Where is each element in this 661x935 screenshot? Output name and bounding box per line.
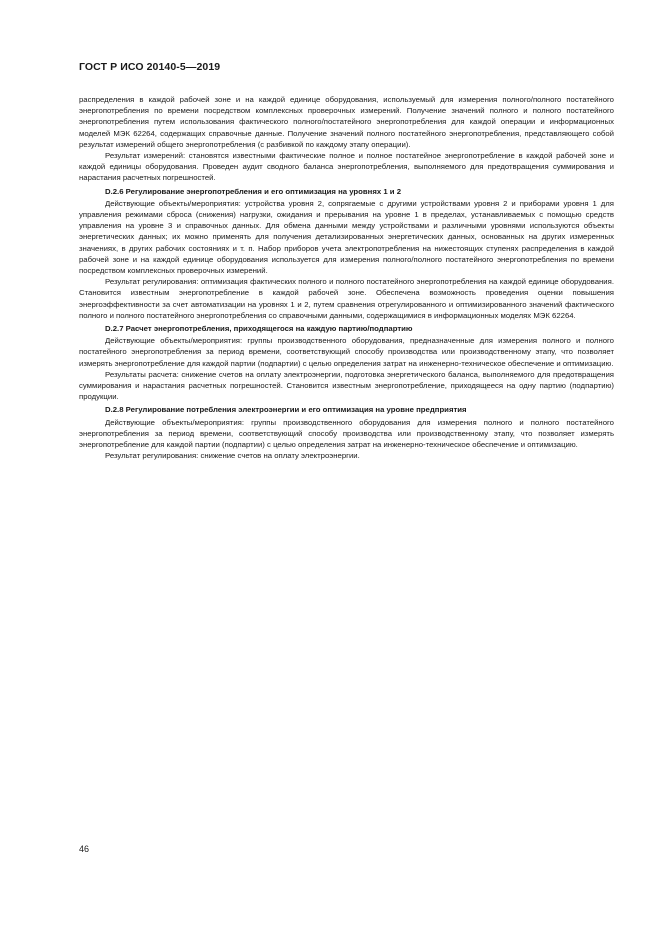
paragraph-1: распределения в каждой рабочей зоне и на каждой единице оборудования, используемый для измерения полного/полного постатейного энергопотребления по времени посредством комплексных проверочных измерений. Получение значений полного и полного постатейного энергопотребления путем использования фактического полного/постатейного энергопотребления для каждой операции и информационных моделей МЭК 62264, содержащих справочные данные. Получение значений полного постатейного энергопотребления, представляющего собой результат измерений общего энергопотребления (с разбивкой по каждому этапу операции). xyxy=(79,95,614,149)
page-number: 46 xyxy=(79,844,90,854)
paragraph-5: Действующие объекты/мероприятия: группы производственного оборудования, предназначенные для измерения полного и полного постатейного энергопотребления за период времени, соответствующий способу производства или производственному этапу, что позволяет измерять энергопотребление для каждой партии (подпартии) с целью определения затрат на инженерно-техническое обеспечение и оптимизацию. xyxy=(79,336,614,368)
section-heading-d27: D.2.7 Расчет энергопотребления, приходящегося на каждую партию/подпартию xyxy=(105,324,413,334)
section-heading-d26: D.2.6 Регулирование энергопотребления и его оптимизация на уровнях 1 и 2 xyxy=(105,186,402,196)
paragraph-3: Действующие объекты/мероприятия: устройства уровня 2, сопрягаемые с другими устройствами уровня 2 и приборами уровня 1 для управления режимами сброса (снижения) нагрузки, ожидания и прерывания на уровне 1 в пределах, устанавливаемых с помощью средств управления на уровне 3 и справочных данных. Для обмена данными между устройствами и различными уровнями используются объекты энергетических данных; их можно применять для получения детализированных энергетических данных, основанных на других измеренных значениях, в других рабочих состояниях и т. п. Набор приборов учета электропотребления на нижестоящих ступенях распределения в каждой рабочей зоне и на каждой единице оборудования используется для измерения полного/полного постатейного энергопотребления по времени посредством комплексных проверочных измерений. xyxy=(79,198,614,276)
paragraph-8: Результат регулирования: снижение счетов на оплату электроэнергии. xyxy=(105,451,360,461)
standard-header: ГОСТ Р ИСО 20140-5—2019 xyxy=(79,61,221,73)
paragraph-4: Результат регулирования: оптимизация фактических полного и полного постатейного энергопотребления на каждой единице оборудования. Становится известным энергопотребление в каждой рабочей зоне. Обеспечена возможность проведения оценки повышения энергоэффективности за счет автоматизации на уровнях 1 и 2, путем сравнения отрегулированного и оптимизированного значений фактического полного и полного постатейного энергопотребления со справочными данными, содержащимися в информационных моделях МЭК 62264. xyxy=(79,277,614,320)
page-body xyxy=(79,94,614,462)
paragraph-7: Действующие объекты/мероприятия: группы производственного оборудования для измерения полного и полного постатейного энергопотребления за период времени, соответствующий способу производства или производственному этапу, что позволяет измерять энергопотребление для каждой партии (подпартии) с целью определения затрат на инженерно-техническое обеспечение и оптимизацию. xyxy=(79,417,614,450)
paragraph-2: Результат измерений: становятся известными фактические полное и полное постатейное энергопотребление в каждой рабочей зоне и каждой единицы оборудования. Проведен аудит сводного баланса энергопотребления, выполняемого для предотвращения суммирования и нарастания расчетных погрешностей. xyxy=(79,151,614,183)
section-heading-d28: D.2.8 Регулирование потребления электроэнергии и его оптимизация на уровне предприятия xyxy=(105,405,467,415)
paragraph-6: Результаты расчета: снижение счетов на оплату электроэнергии, подготовка энергетического баланса, выполняемого для предотвращения суммирования и нарастания расчетных погрешностей. Становится известным энергопотребление, приходящееся на одну партию (подпартию) продукции. xyxy=(79,369,614,402)
